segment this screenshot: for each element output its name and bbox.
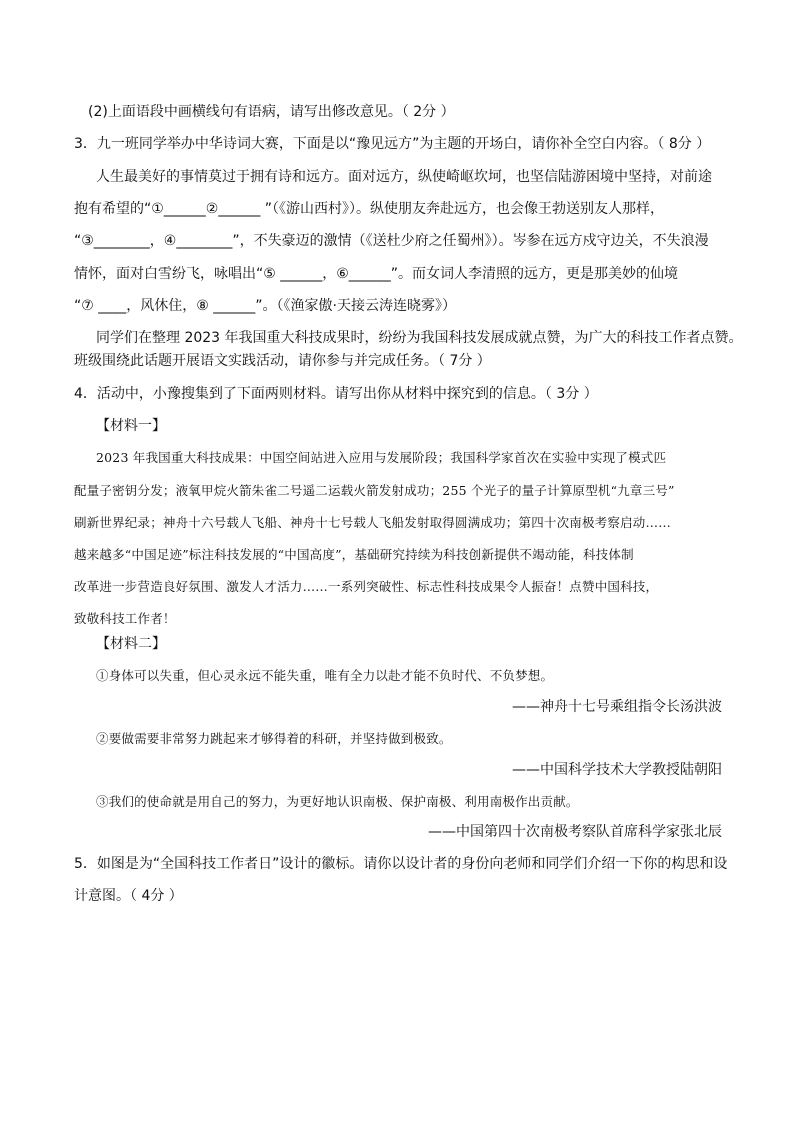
paragraph-line: 人生最美好的事情莫过于拥有诗和远方。面对远方，纵使崎岖坎坷，也坚信陆游困境中坚持，对前途 <box>96 169 712 185</box>
question-5-title: 5．如图是为“全国科技工作者日”设计的徽标。请你以设计者的身份向老师和同学们介绍一下你的构思和设 <box>74 856 728 872</box>
material-one-heading: 【材料一】 <box>96 418 166 434</box>
paragraph-line: 情怀，面对白雪纷飞，咏唱出“⑤ ______，⑥______”。而女词人李清照的远方，更是那美妙的仙境 <box>74 266 679 282</box>
intro-line: 班级围绕此话题开展语文实践活动，请你参与并完成任务。（ 7分 ） <box>74 353 491 369</box>
material-one-line: 刷新世界纪录；神舟十六号载人飞船、神舟十七号载人飞船发射取得圆满成功；第四十次南极考察启动…… <box>74 515 671 530</box>
paragraph-line: “③________，④________”，不失豪迈的激情（《送杜少府之任蜀州》）。岑参在远方戍守边关，不失浪漫 <box>74 233 709 249</box>
material-one-line: 致敬科技工作者！ <box>74 611 176 626</box>
intro-line: 同学们在整理 2023 年我国重大科技成果时，纷纷为我国科技发展成就点赞，为广大的科技工作者点赞。 <box>96 330 743 346</box>
material-two-heading: 【材料二】 <box>96 636 166 652</box>
material-one-line: 配量子密钥分发；液氧甲烷火箭朱雀二号遥二运载火箭发射成功；255 个光子的量子计算原型机“九章三号” <box>74 483 675 498</box>
question-3-title: 3．九一班同学举办中华诗词大赛，下面是以“豫见远方”为主题的开场白，请你补全空白内容。（ 8分 ） <box>74 136 711 152</box>
quote-2: ②要做需要非常努力跳起来才够得着的科研，并坚持做到极致。 <box>96 731 452 746</box>
quote-3-attribution: ——中国第四十次南极考察队首席科学家张北辰 <box>428 824 722 840</box>
material-one-line: 2023 年我国重大科技成果：中国空间站进入应用与发展阶段；我国科学家首次在实验中实现了模式匹 <box>96 450 667 465</box>
paragraph-line: “⑦ ____，风休住，⑧ ______”。（《渔家傲·天接云涛连晓雾》） <box>74 298 456 314</box>
question-5-title: 计意图。（ 4分 ） <box>74 888 183 904</box>
quote-1-attribution: ——神舟十七号乘组指令长汤洪波 <box>512 699 722 715</box>
paragraph-line: 抱有希望的“①______②______ ”（《游山西村》）。纵使朋友奔赴远方，也会像王勃送别友人那样， <box>74 201 665 217</box>
question-4-title: 4．活动中，小豫搜集到了下面两则材料。请写出你从材料中探究到的信息。（ 3分 ） <box>74 386 598 402</box>
quote-2-attribution: ——中国科学技术大学教授陆朝阳 <box>512 762 722 778</box>
quote-1: ①身体可以失重，但心灵永远不能失重，唯有全力以赴才能不负时代、不负梦想。 <box>96 668 554 683</box>
question-2-2: (2)上面语段中画横线句有语病，请写出修改意见。（ 2分 ） <box>88 104 455 120</box>
quote-3: ③我们的使命就是用自己的努力，为更好地认识南极、保护南极、利用南极作出贡献。 <box>96 794 579 809</box>
material-one-line: 改革进一步营造良好氛围、激发人才活力……一系列突破性、标志性科技成果令人振奋！点赞中国科技， <box>74 579 659 594</box>
material-one-line: 越来越多“中国足迹”标注科技发展的“中国高度”，基础研究持续为科技创新提供不竭动能，科技体制 <box>74 547 634 562</box>
